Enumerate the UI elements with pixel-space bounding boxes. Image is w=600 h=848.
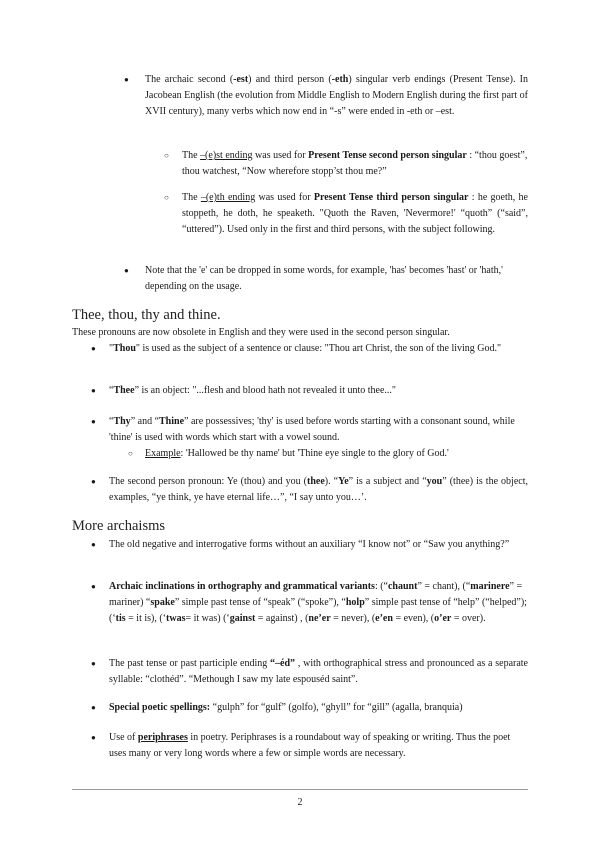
bullet-marker: ●	[91, 540, 96, 549]
bullet-ed-ending: The past tense or past participle ending “–éd” , with orthographical stress and pronounced as a separate syllable: “clothéd”. “Methough I saw my late espouséd saint”.	[109, 658, 528, 685]
bullet-marker: ●	[91, 386, 96, 395]
bullet-ye-you: The second person pronoun: Ye (thou) and you (thee). “Ye” is a subject and “you” (thee) is the object, examples, “ye think, ye have eternal life…”, “I say unto you…’.	[109, 476, 528, 503]
intro-pronouns: These pronouns are now obsolete in English and they were used in the second person singular.	[72, 327, 450, 338]
bullet-marker: ●	[91, 477, 96, 486]
page-number: 2	[297, 797, 303, 808]
sub-bullet-eth-ending: The –(e)th ending was used for Present Tense third person singular : he goeth, he stoppeth, he doth, he speaketh. "Quoth the Raven, 'Nevermore!' “quoth” (“said”, “uttered”). Used only in the first and third persons, with the subject following.	[182, 192, 528, 235]
bullet-periphrases: Use of periphrases in poetry. Periphrases is a roundabout way of speaking or writing. Thus the poet uses many or very long words where a few or simple words are necessary.	[109, 732, 511, 759]
bullet-e-dropped: Note that the 'e' can be dropped in some words, for example, 'has' becomes 'hast' or 'hath,' depending on the usage.	[145, 265, 503, 292]
sub-bullet-est-ending: The –(e)st ending was used for Present Tense second person singular : “thou goest”, thou watchest, “Now wherefore stopp’st thou me?”	[182, 150, 528, 177]
bullet-thee: “Thee” is an object: "...flesh and blood hath not revealed it unto thee..."	[109, 385, 396, 396]
bullet-marker: ●	[91, 417, 96, 426]
bullet-marker: ●	[91, 703, 96, 712]
bullet-thou: "Thou" is used as the subject of a sentence or clause: "Thou art Christ, the son of the living God."	[109, 343, 502, 354]
bullet-marker: ●	[91, 582, 96, 591]
sub-bullet-example: Example: 'Hallowed be thy name' but 'Thine eye single to the glory of God.'	[145, 448, 449, 459]
sub-bullet-marker: ○	[128, 449, 133, 458]
bullet-orthography: Archaic inclinations in orthography and grammatical variants: (“chaunt” = chant), (“marinere” = mariner) “spake” simple past tense of “speak” (“spoke”), “holp” simple past tense of “help” (“helped”); (‘tis = it is), (‘twas= it was) (‘gainst = against) , (ne’er = never), (e’en = even), (o’er = over).	[109, 581, 527, 624]
heading-thee-thou: Thee, thou, thy and thine.	[72, 307, 221, 323]
bullet-poetic-spellings: Special poetic spellings: “gulph” for “gulf” (golfo), “ghyll” for “gill” (agalla, branquia)	[109, 702, 463, 713]
bullet-marker: ●	[91, 659, 96, 668]
footer-divider	[72, 789, 528, 790]
bullet-marker: ●	[124, 75, 129, 84]
bullet-old-negative: The old negative and interrogative forms without an auxiliary “I know not” or “Saw you anything?”	[109, 539, 510, 550]
bullet-marker: ●	[91, 344, 96, 353]
sub-bullet-marker: ○	[164, 151, 169, 160]
bullet-thy-thine: “Thy” and “Thine” are possessives; 'thy' is used before words starting with a consonant sound, while 'thine' is used with words which start with a vowel sound.	[109, 416, 515, 443]
sub-bullet-marker: ○	[164, 193, 169, 202]
bullet-archaic-endings: The archaic second (-est) and third person (-eth) singular verb endings (Present Tense). In Jacobean English (the evolution from Middle English to Modern English during the first part of XVII century), many verbs which now end in “-s” were ended in -eth or –est.	[145, 74, 528, 117]
bullet-marker: ●	[124, 266, 129, 275]
heading-more-archaisms: More archaisms	[72, 518, 166, 534]
bullet-marker: ●	[91, 733, 96, 742]
